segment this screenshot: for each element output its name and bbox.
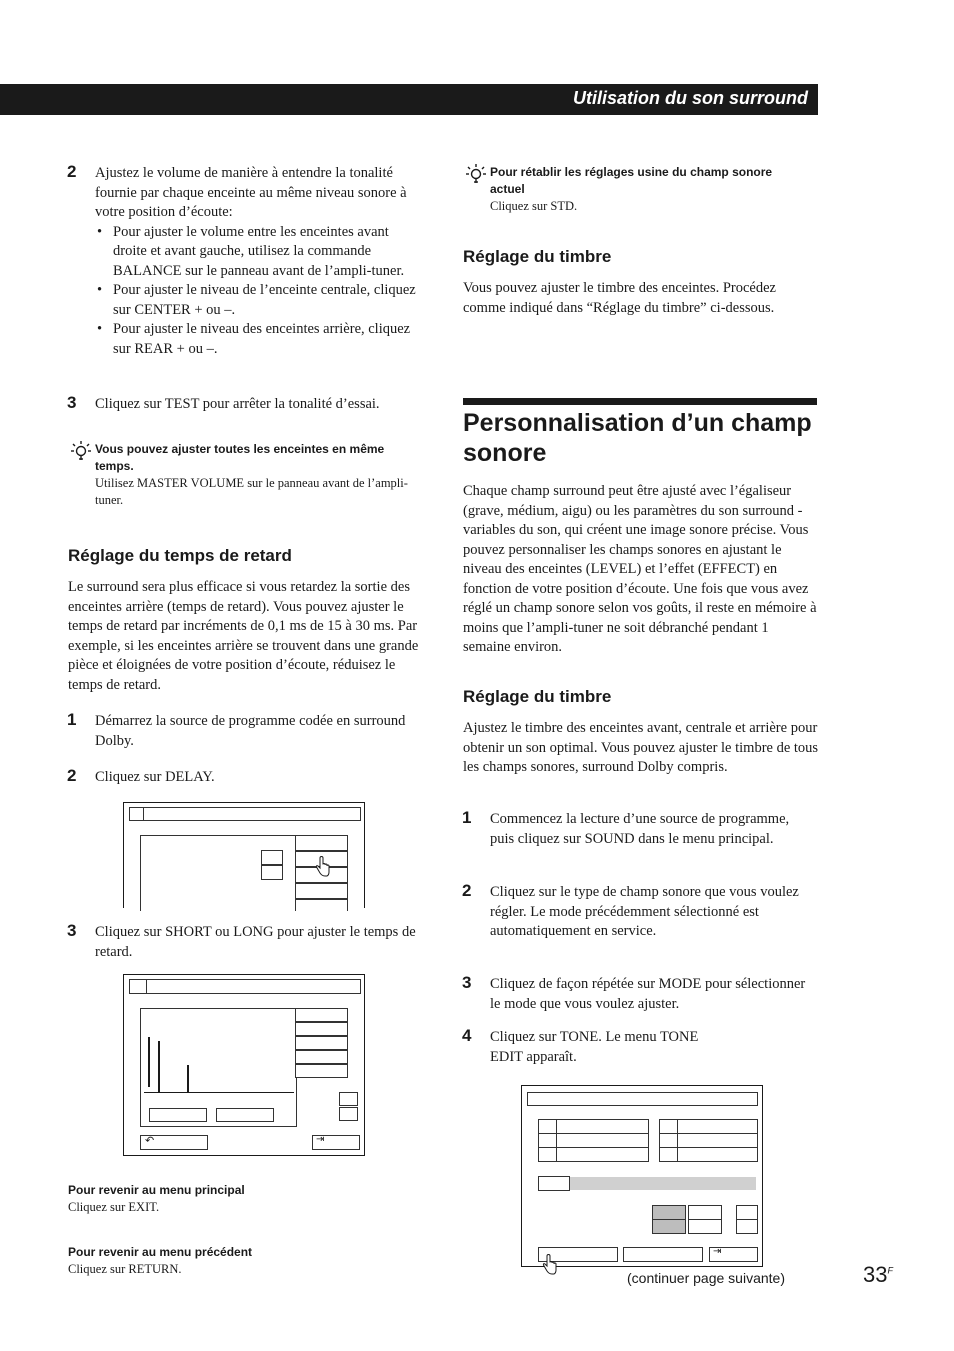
timbre-step-2-text: Cliquez sur le type de champ sonore que vous voulez régler. Le mode précédemment sélectionné est automatiquement en service. [490,884,799,939]
exit-arrow-icon: ⇥ [713,1246,722,1257]
bullet-item: • Pour ajuster le niveau des enceintes arrière, cliquez sur REAR + ou –. [95,320,425,359]
screen-cell [538,1119,558,1134]
screen-button [261,865,283,880]
screen-long-button [216,1108,274,1122]
bullet-item: • Pour ajuster le niveau de l’enceinte centrale, cliquez sur CENTER + ou –. [95,281,425,320]
timbre-intro: Ajustez le timbre des enceintes avant, centrale et arrière pour obtenir un son optimal. Vous pouvez ajuster le timbre de tous les champs sonores, surround Dolby compris. [463,720,819,775]
section-title: Personnalisation d’un champ sonore [463,409,812,467]
screen-button [688,1219,722,1234]
tip-block [95,441,425,509]
return-arrow-icon: ↶ [145,1134,155,1147]
heading-delay: Réglage du temps de retard [68,546,292,565]
screen-menu-button [295,899,348,911]
screen-cell [538,1133,558,1148]
step-number: 1 [462,808,472,827]
timbre-text: Vous pouvez ajuster le timbre des enceintes. Procédez comme indiqué dans “Réglage du timbre” ci-dessous. [463,280,776,316]
step-number: 4 [462,1026,472,1045]
screen-title-bar [527,1092,758,1106]
section-intro: Chaque champ surround peut être ajusté avec l’égaliseur (grave, médium, aigu) ou les paramètres du son surround - variables du son, qui créent une image sonore précise. Vous pouvez personnaliser les champs sonores en ajustant le niveau des enceintes (LEVEL) et l’effet (EFFECT) en fonction de votre position d’écoute. Une fois que vous avez réglé un champ sonore selon vos goûts, il reste en mémoire à moins que l’ampli-tuner ne soit débranché pendant 1 semaine environ. [463,483,817,655]
delay-graph-line [148,1037,150,1087]
screen-button [736,1205,758,1220]
note-title: Pour revenir au menu précédent [68,1245,253,1259]
note-title: Pour revenir au menu principal [68,1183,245,1197]
screen-menu-button [295,1022,348,1036]
delay-graph-axis [144,1092,294,1093]
lightbulb-icon [70,440,92,462]
section-rule [463,398,817,405]
tip-block [490,164,810,215]
screen-button [623,1247,703,1262]
step-number: 2 [67,162,77,181]
timbre-step-4-text: Cliquez sur TONE. Le menu TONE EDIT apparaît. [490,1029,699,1065]
note-block [68,1182,398,1216]
note-text: Cliquez sur RETURN. [68,1262,182,1276]
tip-text: Utilisez MASTER VOLUME sur le panneau avant de l’ampli-tuner. [95,476,408,507]
screen-button-selected [652,1205,686,1220]
heading-timbre: Réglage du timbre [463,247,612,266]
step-2-bullets [95,223,425,360]
screen-exit-button [312,1135,360,1150]
delay-step-2-text: Cliquez sur DELAY. [95,769,215,785]
screen-menu-button [295,835,348,851]
lightbulb-icon [465,163,487,185]
note-text: Cliquez sur EXIT. [68,1200,160,1214]
page-number [863,1262,893,1288]
delay-graph-line [158,1041,160,1093]
step-2-block [95,164,425,359]
screen-menu-button [295,1036,348,1050]
screen-illustration-tone-edit [521,1085,763,1267]
screen-button [261,850,283,865]
page-number-suffix: F [887,1265,893,1276]
bullet-item: • Pour ajuster le volume entre les enceintes avant droite et avant gauche, utilisez la commande BALANCE sur le panneau avant de l’ampli-tuner. [95,223,425,282]
screen-cell [677,1119,758,1134]
step-3-text: Cliquez sur TEST pour arrêter la tonalité d’essai. [95,396,380,412]
timbre-step-3-text: Cliquez de façon répétée sur MODE pour sélectionner le mode que vous voulez ajuster. [490,976,806,1012]
screen-cell [538,1147,558,1162]
screen-menu-button [295,1050,348,1064]
tip-text: Cliquez sur STD. [490,199,578,213]
screen-title-bar [146,979,361,994]
screen-cell [659,1147,679,1162]
hand-pointer-icon [542,1254,558,1276]
screen-menu-button [295,1008,348,1022]
exit-arrow-icon: ⇥ [316,1134,325,1145]
screen-cell [556,1133,649,1148]
continue-note: (continuer page suivante) [627,1270,785,1286]
delay-intro: Le surround sera plus efficace si vous retardez la sortie des enceintes arrière (temps de retard). Vous pouvez ajuster le temps de retard par incréments de 0,1 ms de 15 à 30 ms. Par exemple, si les enceintes arrière se trouvent dans une grande pièce et éloignées de votre position d’écoute, réduisez le temps de retard. [68,579,419,693]
screen-illustration-delay-adjust [123,974,365,1156]
screen-short-button [149,1108,207,1122]
step-number: 3 [462,973,472,992]
screen-cell [556,1119,649,1134]
screen-level-bar [570,1177,756,1190]
screen-button [688,1205,722,1220]
screen-button [339,1092,358,1106]
step-number: 3 [67,393,77,412]
section-header-title: Utilisation du son surround [573,88,808,108]
delay-step-1-text: Démarrez la source de programme codée en surround Dolby. [95,713,406,749]
screen-menu-button [295,1064,348,1078]
screen-menu-button [295,883,348,899]
delay-step-3-text: Cliquez sur SHORT ou LONG pour ajuster le temps de retard. [95,924,416,960]
step-number: 2 [67,766,77,785]
tip-title: Vous pouvez ajuster toutes les enceintes en même temps. [95,442,385,473]
screen-illustration-delay-menu [123,802,365,908]
page-number-value: 33 [863,1262,888,1287]
section-header-bar [0,84,818,115]
timbre-step-1-text: Commencez la lecture d’une source de programme, puis cliquez sur SOUND dans le menu principal. [490,811,790,847]
step-number: 3 [67,921,77,940]
delay-graph-line [187,1065,189,1093]
hand-pointer-icon [315,856,331,878]
screen-button [538,1176,570,1191]
screen-cell [659,1133,679,1148]
screen-cell [659,1119,679,1134]
note-block [68,1244,398,1278]
screen-exit-button [709,1247,758,1262]
screen-title-bar [143,807,361,821]
step-number: 2 [462,881,472,900]
screen-cell [677,1133,758,1148]
step-number: 1 [67,710,77,729]
screen-cell [556,1147,649,1162]
screen-button [736,1219,758,1234]
screen-button-selected [652,1219,686,1234]
screen-cell [677,1147,758,1162]
screen-return-button [140,1135,208,1150]
screen-button [339,1107,358,1121]
heading-timbre: Réglage du timbre [463,687,612,706]
tip-title: Pour rétablir les réglages usine du champ sonore actuel [490,165,773,196]
step-2-text: Ajustez le volume de manière à entendre la tonalité fournie par chaque enceinte au même niveau sonore à votre position d’écoute: [95,165,407,220]
